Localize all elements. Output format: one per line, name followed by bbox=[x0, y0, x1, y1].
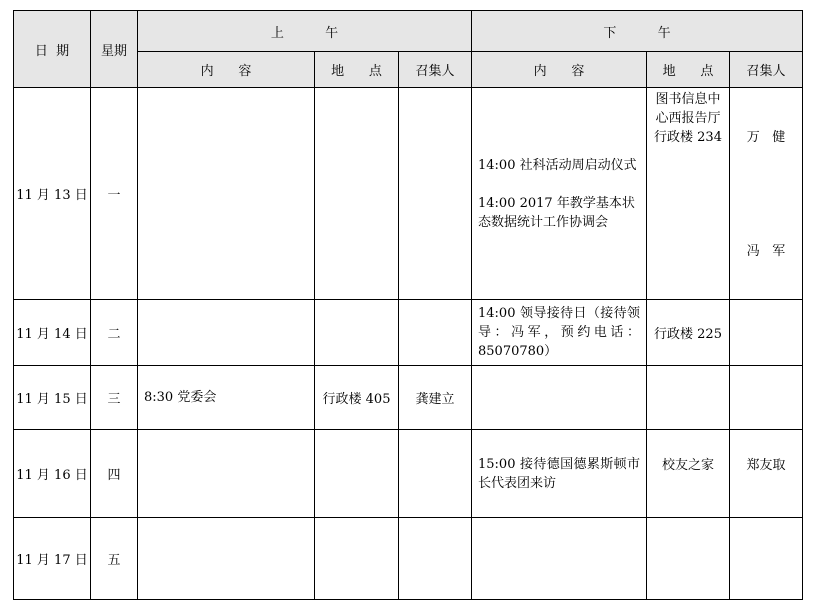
date-cell: 11 月 16 日 bbox=[14, 430, 91, 518]
am-convener-cell bbox=[399, 88, 472, 300]
header-am-convener: 召集人 bbox=[399, 52, 472, 88]
date-cell: 11 月 13 日 bbox=[14, 88, 91, 300]
pm-content-cell bbox=[472, 366, 647, 430]
am-location-cell bbox=[315, 300, 399, 366]
am-location-cell bbox=[315, 518, 399, 600]
table-row bbox=[14, 88, 803, 300]
pm-content-line: 14:00 社科活动周启动仪式 bbox=[478, 157, 637, 173]
header-weekday: 星期 bbox=[91, 11, 138, 88]
date-cell: 11 月 15 日 bbox=[14, 366, 91, 430]
pm-location-cell bbox=[647, 366, 730, 430]
am-convener-cell bbox=[399, 430, 472, 518]
pm-convener-cell bbox=[730, 366, 803, 430]
pm-convener-cell bbox=[730, 300, 803, 366]
pm-content-cell: 14:00 领导接待日（接待领导：冯军，预约电话：85070780） bbox=[472, 300, 647, 366]
table-row bbox=[14, 430, 803, 518]
pm-content-cell bbox=[472, 518, 647, 600]
table-row bbox=[14, 300, 803, 366]
pm-location-cell bbox=[647, 518, 730, 600]
am-convener-cell bbox=[399, 518, 472, 600]
pm-content-line: 14:00 2017 年教学基本状态数据统计工作协调会 bbox=[478, 195, 635, 230]
header-date: 日 期 bbox=[14, 11, 91, 88]
pm-location-cell: 校友之家 bbox=[647, 430, 730, 518]
am-content-cell bbox=[138, 430, 315, 518]
am-convener-cell: 龚建立 bbox=[399, 366, 472, 430]
am-content-cell bbox=[138, 300, 315, 366]
weekday-cell: 三 bbox=[91, 366, 138, 430]
weekday-cell: 一 bbox=[91, 88, 138, 300]
weekly-schedule-table bbox=[13, 10, 803, 600]
am-convener-cell bbox=[399, 300, 472, 366]
pm-location-line: 行政楼 234 bbox=[654, 130, 722, 145]
weekday-cell: 五 bbox=[91, 518, 138, 600]
am-location-cell bbox=[315, 430, 399, 518]
weekday-cell: 四 bbox=[91, 430, 138, 518]
am-location-cell: 行政楼 405 bbox=[315, 366, 399, 430]
header-am-location: 地 点 bbox=[315, 52, 399, 88]
weekday-cell: 二 bbox=[91, 300, 138, 366]
pm-convener-line: 万 健 bbox=[746, 130, 786, 145]
am-content-cell bbox=[138, 88, 315, 300]
header-pm-content: 内 容 bbox=[472, 52, 647, 88]
pm-location-cell bbox=[647, 88, 730, 300]
am-location-cell bbox=[315, 88, 399, 300]
date-cell: 11 月 17 日 bbox=[14, 518, 91, 600]
pm-location-line: 心西报告厅 bbox=[655, 111, 721, 126]
header-am-content: 内 容 bbox=[138, 52, 315, 88]
am-content-cell bbox=[138, 518, 315, 600]
header-afternoon: 下 午 bbox=[472, 11, 803, 52]
pm-convener-cell bbox=[730, 518, 803, 600]
pm-convener-cell bbox=[730, 88, 803, 300]
header-pm-convener: 召集人 bbox=[730, 52, 803, 88]
header-morning: 上 午 bbox=[138, 11, 472, 52]
pm-content-cell: 15:00 接待德国德累斯顿市长代表团来访 bbox=[472, 430, 647, 518]
table-row bbox=[14, 518, 803, 600]
pm-convener-cell: 郑友取 bbox=[730, 430, 803, 518]
pm-location-cell: 行政楼 225 bbox=[647, 300, 730, 366]
table-row bbox=[14, 366, 803, 430]
pm-content-cell bbox=[472, 88, 647, 300]
date-cell: 11 月 14 日 bbox=[14, 300, 91, 366]
pm-convener-line: 冯 军 bbox=[746, 244, 786, 259]
pm-location-line: 图书信息中 bbox=[655, 92, 721, 107]
header-pm-location: 地 点 bbox=[647, 52, 730, 88]
am-content-cell: 8:30 党委会 bbox=[138, 366, 315, 430]
